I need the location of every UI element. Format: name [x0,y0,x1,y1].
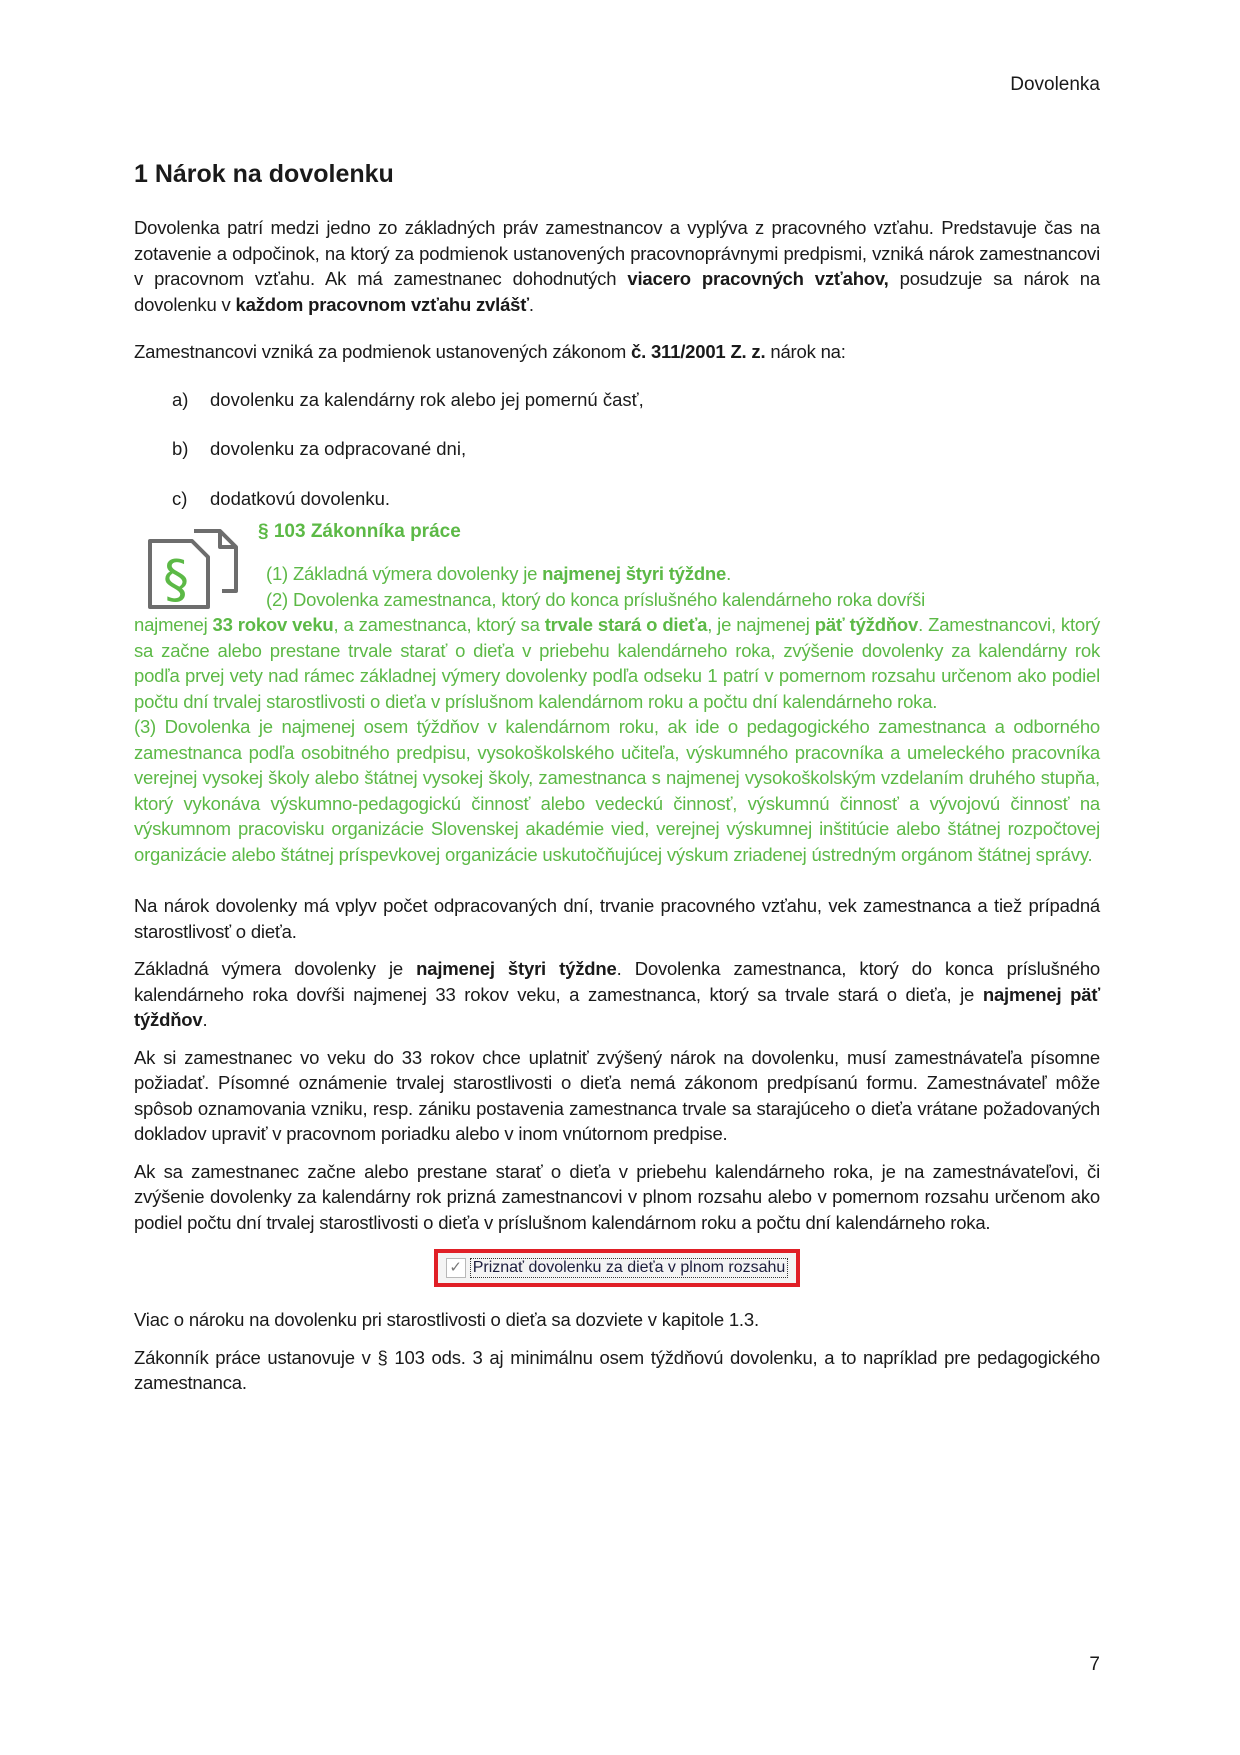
bold-text: päť týždňov [814,614,919,635]
law-quote-box [134,519,1100,867]
list-item-text: dovolenku za kalendárny rok alebo jej pomernú časť, [210,388,644,410]
law-paragraph-1 [134,561,1100,587]
bold-text: viacero pracovných vzťahov, [627,268,889,289]
law-paragraph-3: (3) Dovolenka je najmenej osem týždňov v kalendárnom roku, ak ide o pedagogického zamestnanca a odborného zamestnanca podľa osobitného predpisu, vysokoškolského učiteľa, výskumného pracovníka a umeleckého pracovníka verejnej vysokej školy alebo štátnej vysokej školy, zamestnanca s najmenej vysokoškolským vzdelaním druhého stupňa, ktorý vykonáva výskumno-pedagogickú činnosť alebo vedeckú činnosť, výskumnú činnosť a vývojovú činnosť na výskumnom pracovisku organizácie Slovenskej akadémie vied, verejnej výskumnej inštitúcie alebo štátnej rozpočtovej organizácie alebo štátnej príspevkovej organizácie uskutočňujúcej výskum zriadenej ústredným orgánom štátnej správy. [134,716,1100,865]
text: nárok na: [765,341,846,362]
text: Dovolenka patrí medzi jedno zo základných práv zamestnancov a vyplýva z pracovného vzťahu. Predstavuje čas na zotavenie a odpočinok, na ktorý za podmienok ustanovených pracovnoprávnymi predpismi, vzniká nárok zamestnancovi v pracovnom vzťahu. Ak má zamestnanec dohodnutých [134,217,1100,289]
text: najmenej [134,614,213,635]
body-paragraph: Ak sa zamestnanec začne alebo prestane starať o dieťa v priebehu kalendárneho roka, je na zamestnávateľovi, či zvýšenie dovolenky za kalendárny rok prizná zamestnancovi v plnom rozsahu alebo v pomernom rozsahu určenom ako podiel počtu dní trvalej starostlivosti o dieťa v príslušnom kalendárnom roku a počtu dní kalendárneho roka. [134,1160,1100,1233]
text: . [726,563,732,584]
checkbox-screenshot-figure [134,1249,1100,1287]
bold-text: najmenej päť týždňov [134,983,1101,1030]
text: Základná výmera dovolenky je [134,958,417,979]
body-paragraph: Zákonník práce ustanovuje v § 103 ods. 3 aj minimálnu osem týždňovú dovolenku, a to napríklad pre pedagogického zamestnanca. [134,1346,1100,1393]
running-header: Dovolenka [1010,74,1100,95]
list-marker: c) [172,487,188,509]
list-item [172,486,1100,512]
text: . Dovolenka zamestnanca, ktorý do konca príslušného kalendárneho roka dovŕši najmenej 33 rokov veku, a zamestnanca, ktorý sa trvale stará o dieťa, je [134,958,1101,1005]
bold-text: najmenej štyri týždne [542,563,727,584]
list-item [172,436,1100,462]
body-paragraph: Viac o nároku na dovolenku pri starostlivosti o dieťa sa dozviete v kapitole 1.3. [134,1309,759,1330]
body-paragraph [134,956,1100,1033]
entitlement-list [134,387,1100,512]
svg-text:§: § [163,550,189,610]
law-reference: č. 311/2001 Z. z. [631,341,766,362]
text: Zamestnancovi vzniká za podmienok ustanovených zákonom [134,341,631,362]
bold-text: najmenej štyri týždne [416,958,617,979]
list-item-text: dovolenku za odpracované dni, [210,438,467,459]
list-marker: b) [172,438,189,459]
section-heading: 1 Nárok na dovolenku [134,160,394,188]
body-paragraph: Na nárok dovolenky má vplyv počet odpracovaných dní, trvanie pracovného vzťahu, vek zamestnanca a tiež prípadná starostlivosť o dieťa. [134,895,1100,942]
text: , a zamestnanca, ktorý sa [333,614,545,635]
paragraph-document-icon [146,527,246,611]
text: . Zamestnancovi, ktorý sa začne alebo prestane trvale starať o dieťa v priebehu kalendárneho roka, zvýšenie dovolenky za kalendárny rok podľa prvej vety nad rámec základnej výmery dovolenky podľa odseku 1 patrí v pomernom rozsahu určenom ako podiel počtu dní trvalej starostlivosti o dieťa v príslušnom kalendárnom roku a počtu dní kalendárneho roka. [134,614,1101,712]
highlight-frame [434,1249,801,1287]
list-item [172,387,1100,413]
text: (1) Základná výmera dovolenky je [266,563,543,584]
page-content [134,160,1100,1408]
intro-paragraph [134,215,1100,317]
bold-text: 33 rokov veku [212,614,334,635]
page-number: 7 [1089,1654,1100,1675]
list-item-text: dodatkovú dovolenku. [210,487,390,509]
entitlement-paragraph [134,339,1100,365]
text: . [528,293,534,315]
checkbox-label[interactable]: Priznať dovolenku za dieťa v plnom rozsahu [470,1258,789,1278]
text: , je najmenej [707,614,815,635]
text: . [202,1009,208,1030]
list-marker: a) [172,388,189,410]
body-paragraph: Ak si zamestnanec vo veku do 33 rokov chce uplatniť zvýšený nárok na dovolenku, musí zamestnávateľa písomne požiadať. Písomné oznámenie trvalej starostlivosti o dieťa nemá zákonom predpísanú formu. Zamestnávateľ môže spôsob oznamovania vzniku, resp. zániku postavenia zamestnanca trvale sa starajúceho o dieťa vrátane požadovaných dokladov upraviť v pracovnom poriadku alebo v inom vnútornom predpise. [134,1046,1100,1144]
law-paragraph-2-first-line: (2) Dovolenka zamestnanca, ktorý do konca príslušného kalendárneho roka dovŕši [266,588,925,610]
text: posudzuje sa nárok na dovolenku v [134,268,1100,315]
law-paragraph-2 [134,612,1100,714]
law-title: § 103 Zákonníka práce [258,521,461,542]
bold-text: trvale stará o dieťa [544,614,708,635]
bold-text: každom pracovnom vzťahu zvlášť [235,293,529,315]
checkbox[interactable]: ✓ [446,1258,466,1278]
